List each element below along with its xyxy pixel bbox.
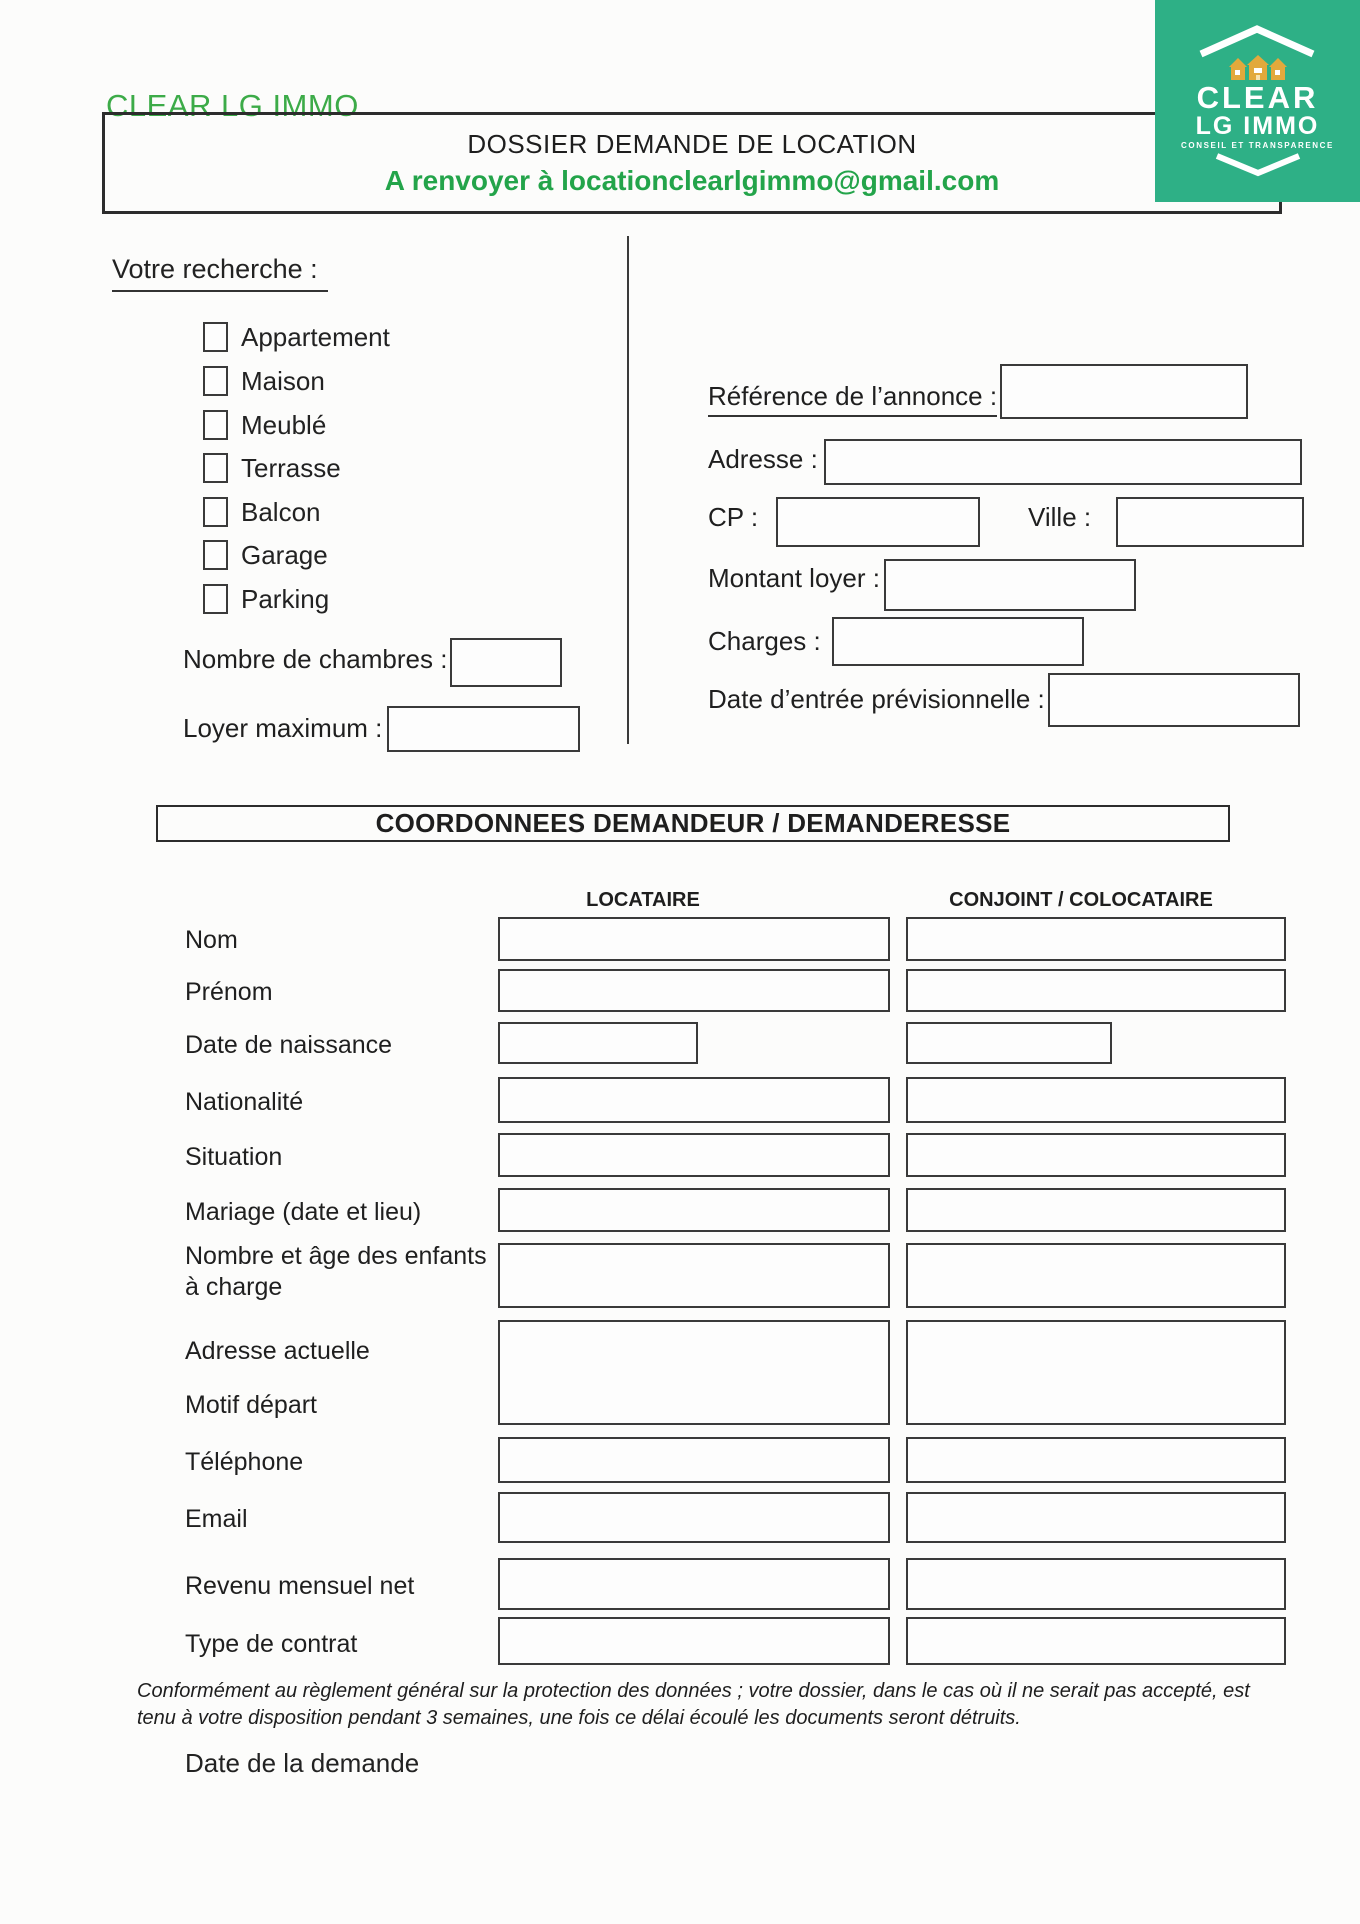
- parking-checkbox[interactable]: [203, 584, 228, 614]
- row-label-nationalite: Nationalité: [185, 1088, 304, 1116]
- max-rent-label: Loyer maximum :: [183, 713, 383, 743]
- checkbox-row-appartement: [203, 322, 390, 352]
- terrasse-checkbox[interactable]: [203, 453, 228, 483]
- max-rent-input[interactable]: [387, 706, 580, 752]
- checkbox-row-balcon: [203, 497, 321, 527]
- charges-label: Charges :: [708, 626, 821, 656]
- input-mariage-conjoint[interactable]: [906, 1188, 1286, 1232]
- input-adresse-motif-conjoint[interactable]: [906, 1320, 1286, 1425]
- maison-label: Maison: [241, 365, 325, 396]
- city-input[interactable]: [1116, 497, 1304, 547]
- input-email-locataire[interactable]: [498, 1492, 890, 1543]
- garage-checkbox[interactable]: [203, 540, 228, 570]
- input-situation-conjoint[interactable]: [906, 1133, 1286, 1177]
- input-naissance-conjoint[interactable]: [906, 1022, 1112, 1064]
- balcon-checkbox[interactable]: [203, 497, 228, 527]
- gdpr-notice-line2: tenu à votre disposition pendant 3 semaines, une fois ce délai écoulé les documents seront détruits.: [137, 1707, 1021, 1729]
- input-enfants-conjoint[interactable]: [906, 1243, 1286, 1308]
- address-input[interactable]: [824, 439, 1302, 485]
- input-telephone-conjoint[interactable]: [906, 1437, 1286, 1483]
- maison-checkbox[interactable]: [203, 366, 228, 396]
- column-header-locataire: LOCATAIRE: [586, 889, 700, 911]
- rent-amount-label: Montant loyer :: [708, 563, 880, 593]
- brand-title: CLEAR LG IMMO: [106, 88, 359, 123]
- charges-input[interactable]: [832, 617, 1084, 666]
- checkbox-row-parking: [203, 584, 329, 614]
- appartement-checkbox[interactable]: [203, 322, 228, 352]
- houses-icon: [1228, 54, 1288, 82]
- row-label-contrat: Type de contrat: [185, 1630, 358, 1658]
- entry-date-input[interactable]: [1048, 673, 1300, 727]
- checkbox-row-garage: [203, 540, 328, 570]
- input-enfants-locataire[interactable]: [498, 1243, 890, 1308]
- input-situation-locataire[interactable]: [498, 1133, 890, 1177]
- input-adresse-motif-locataire[interactable]: [498, 1320, 890, 1425]
- postal-code-input[interactable]: [776, 497, 980, 547]
- agency-logo: [1155, 0, 1360, 202]
- row-label-prenom: Prénom: [185, 978, 273, 1006]
- logo-tagline: CONSEIL ET TRANSPARENCE: [1181, 141, 1334, 150]
- row-label-revenu: Revenu mensuel net: [185, 1572, 415, 1600]
- request-date-label: Date de la demande: [185, 1748, 420, 1778]
- coordinates-section-header: [156, 805, 1230, 842]
- search-section-heading: Votre recherche :: [112, 254, 328, 292]
- row-label-nom: Nom: [185, 926, 238, 954]
- row-label-motif-depart: Motif départ: [185, 1391, 318, 1419]
- meuble-checkbox[interactable]: [203, 410, 228, 440]
- checkbox-row-maison: [203, 366, 325, 396]
- input-prenom-conjoint[interactable]: [906, 969, 1286, 1012]
- row-label-naissance: Date de naissance: [185, 1031, 393, 1059]
- roof-chevron-icon: [1197, 22, 1317, 58]
- bottom-chevron-icon: [1213, 152, 1303, 178]
- city-label: Ville :: [1028, 502, 1092, 532]
- checkbox-row-terrasse: [203, 453, 341, 483]
- input-revenu-locataire[interactable]: [498, 1558, 890, 1610]
- address-label: Adresse :: [708, 444, 818, 474]
- appartement-label: Appartement: [241, 321, 390, 352]
- row-label-email: Email: [185, 1505, 248, 1533]
- rooms-count-label: Nombre de chambres :: [183, 644, 448, 674]
- row-label-adresse-actuelle: Adresse actuelle: [185, 1337, 370, 1365]
- reference-label: Référence de l’annonce :: [708, 381, 997, 417]
- input-mariage-locataire[interactable]: [498, 1188, 890, 1232]
- rent-amount-input[interactable]: [884, 559, 1136, 611]
- input-nationalite-conjoint[interactable]: [906, 1077, 1286, 1123]
- garage-label: Garage: [241, 539, 328, 570]
- postal-code-label: CP :: [708, 502, 759, 532]
- parking-label: Parking: [241, 583, 330, 614]
- gdpr-notice-line1: Conformément au règlement général sur la protection des données ; votre dossier, dans le cas où il ne serait pas accepté, est: [137, 1680, 1250, 1702]
- meuble-label: Meublé: [241, 409, 327, 440]
- coordinates-section-title: COORDONNEES DEMANDEUR / DEMANDERESSE: [375, 808, 1011, 838]
- row-label-situation: Situation: [185, 1143, 283, 1171]
- input-email-conjoint[interactable]: [906, 1492, 1286, 1543]
- header-box: [102, 112, 1282, 214]
- form-title: DOSSIER DEMANDE DE LOCATION: [467, 129, 917, 159]
- logo-wordmark-line1: CLEAR: [1196, 80, 1319, 115]
- input-telephone-locataire[interactable]: [498, 1437, 890, 1483]
- input-contrat-conjoint[interactable]: [906, 1617, 1286, 1665]
- rooms-count-input[interactable]: [450, 638, 562, 687]
- balcon-label: Balcon: [241, 496, 321, 527]
- entry-date-label: Date d’entrée prévisionnelle :: [708, 684, 1045, 714]
- row-label-telephone: Téléphone: [185, 1448, 304, 1476]
- input-nom-conjoint[interactable]: [906, 917, 1286, 961]
- column-header-conjoint: CONJOINT / COLOCATAIRE: [949, 889, 1213, 911]
- input-prenom-locataire[interactable]: [498, 969, 890, 1012]
- checkbox-row-meuble: [203, 410, 326, 440]
- row-label-mariage: Mariage (date et lieu): [185, 1198, 422, 1226]
- input-nationalite-locataire[interactable]: [498, 1077, 890, 1123]
- input-contrat-locataire[interactable]: [498, 1617, 890, 1665]
- gdpr-notice: [137, 1678, 1327, 1732]
- logo-wordmark-line2: LG IMMO: [1195, 112, 1320, 140]
- return-email: A renvoyer à locationclearlgimmo@gmail.com: [384, 165, 1000, 196]
- terrasse-label: Terrasse: [241, 452, 341, 483]
- input-naissance-locataire[interactable]: [498, 1022, 698, 1064]
- input-revenu-conjoint[interactable]: [906, 1558, 1286, 1610]
- column-divider: [627, 236, 629, 744]
- row-label-enfants: Nombre et âge des enfants à charge: [185, 1242, 487, 1301]
- reference-input[interactable]: [1000, 364, 1248, 419]
- input-nom-locataire[interactable]: [498, 917, 890, 961]
